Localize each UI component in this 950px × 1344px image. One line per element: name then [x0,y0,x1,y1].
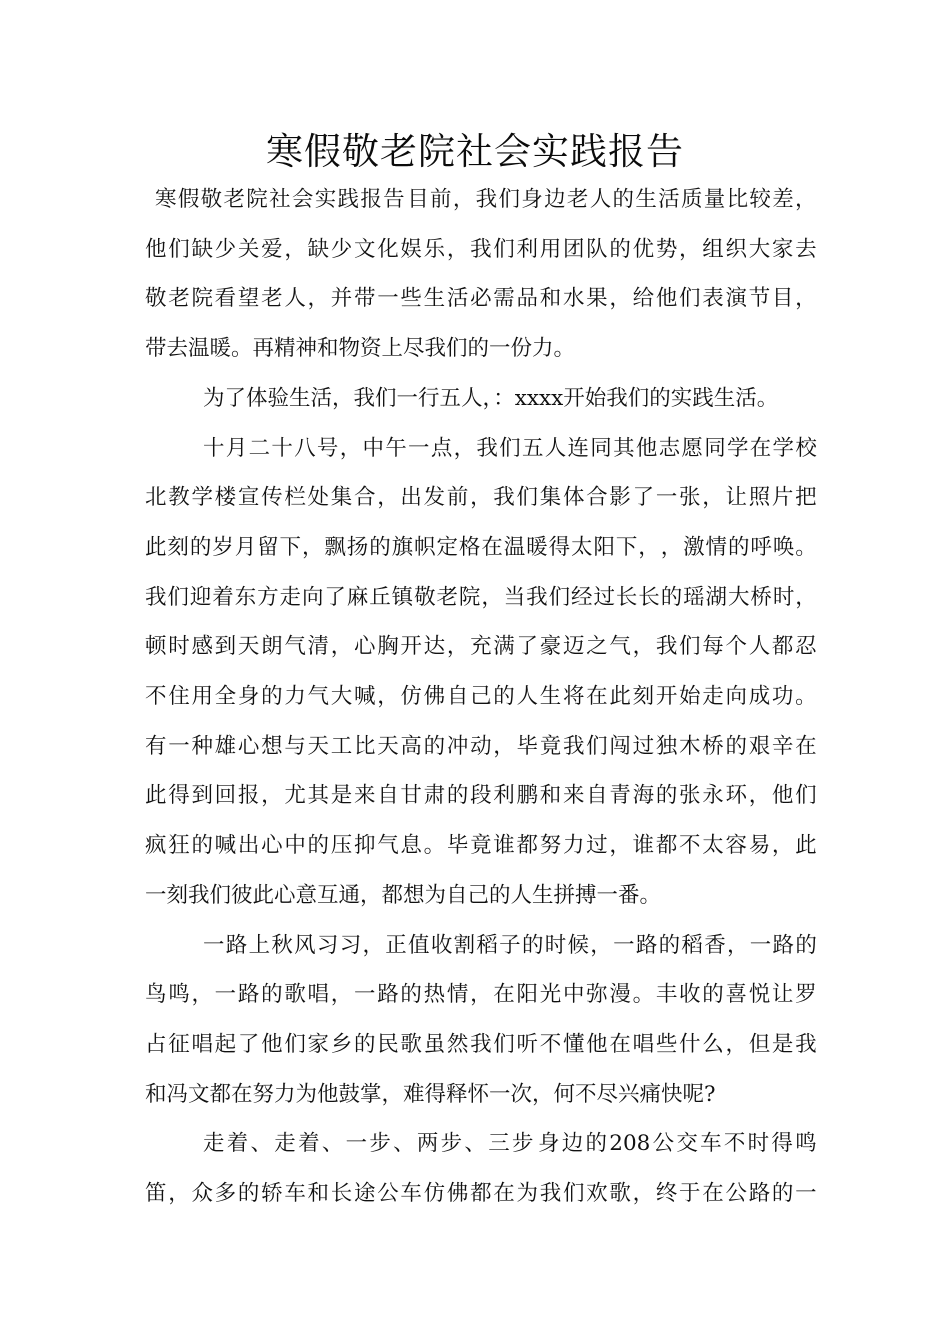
text-line: 占 征 唱 起 了 他 们 家 乡 的 民 歌 虽 然 我 们 听 不 懂 他 在 唱 些 什 么 ， 但 是 我 [145,1031,817,1057]
text-line: 和冯文都在努力为他鼓掌，难得释怀一次，何不尽兴痛快呢? [145,1081,716,1107]
text-line: 一刻我们彼此心意互通，都想为自己的人生拼搏一番。 [145,882,662,908]
text-line: 十 月 二 十 八 号 ， 中 午 一 点 ， 我 们 五 人 连 同 其 他 志 愿 同 学 在 学 校 [203,435,817,461]
text-line: 此 刻 的 岁 月 留 下 ， 飘 扬 的 旗 帜 定 格 在 温 暖 得 太 阳 下 ， ， 激 情 的 呼 唤 。 [145,534,817,560]
text-line: 一 路 上 秋 风 习 习 ， 正 值 收 割 稻 子 的 时 候 ， 一 路 的 稻 香 ， 一 路 的 [203,932,817,958]
text-line: 他 们 缺 少 关 爱 ， 缺 少 文 化 娱 乐 ， 我 们 利 用 团 队 的 优 势 ， 组 织 大 家 去 [145,236,817,262]
text-line: 此 得 到 回 报 ， 尤 其 是 来 自 甘 肃 的 段 利 鹏 和 来 自 青 海 的 张 永 环 ， 他 们 [145,783,817,809]
text-line: 鸟 鸣 ， 一 路 的 歌 唱 ， 一 路 的 热 情 ， 在 阳 光 中 弥 漫 。 丰 收 的 喜 悦 让 罗 [145,982,817,1008]
text-line: 不 住 用 全 身 的 力 气 大 喊 ， 仿 佛 自 己 的 人 生 将 在 此 刻 开 始 走 向 成 功 。 [145,684,817,709]
text-line: 寒 假 敬 老 院 社 会 实 践 报 告 目 前 ， 我 们 身 边 老 人 的 生 活 质 量 比 较 差 ， [155,187,817,212]
text-line: 走 着 、 走 着 、 一 步 、 两 步 、 三 步 身 边 的 208 公 交 车 不 时 得 鸣 [203,1131,817,1157]
text-line: 带去温暖。再精神和物资上尽我们的一份力。 [145,336,576,362]
text-line: 顿 时 感 到 天 朗 气 清 ， 心 胸 开 达 ， 充 满 了 豪 迈 之 气 ， 我 们 每 个 人 都 忍 [145,634,817,660]
text-line: 北 教 学 楼 宣 传 栏 处 集 合 ， 出 发 前 ， 我 们 集 体 合 影 了 一 张 ， 让 照 片 把 [145,485,817,511]
document-title: 寒假敬老院社会实践报告 [266,130,684,173]
text-line: 为了体验生活，我们一行五人，：xxxx开始我们的实践生活。 [203,385,779,411]
text-line: 敬 老 院 看 望 老 人 ， 并 带 一 些 生 活 必 需 品 和 水 果 ， 给 他 们 表 演 节 目 ， [145,286,817,312]
text-line: 疯 狂 的 喊 出 心 中 的 压 抑 气 息 。 毕 竟 谁 都 努 力 过 ， 谁 都 不 太 容 易 ， 此 [145,833,817,859]
text-line: 笛 ， 众 多 的 轿 车 和 长 途 公 车 仿 佛 都 在 为 我 们 欢 歌 ， 终 于 在 公 路 的 一 [145,1181,817,1206]
text-line: 有 一 种 雄 心 想 与 天 工 比 天 高 的 冲 动 ， 毕 竟 我 们 闯 过 独 木 桥 的 艰 辛 在 [145,733,817,759]
text-line: 我 们 迎 着 东 方 走 向 了 麻 丘 镇 敬 老 院 ， 当 我 们 经 过 长 长 的 瑶 湖 大 桥 时 ， [145,584,817,610]
